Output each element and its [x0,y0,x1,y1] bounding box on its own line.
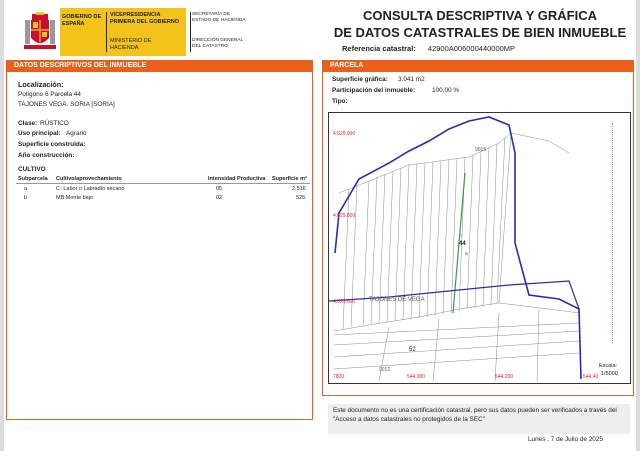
road-label: 9012 [379,367,391,373]
secretary-name: SECRETARÍA DE ESTADO DE HACIENDA [192,12,246,23]
vicepresidency-name: VICEPRESIDENCIA PRIMERA DEL GOBIERNO [110,12,180,25]
crop-sub: a [24,186,28,192]
coord-x2: 544.000 [407,374,426,380]
road-label: 9015 [475,147,487,153]
graphic-area-label: Superficie gráfica: [332,76,388,83]
descriptive-data-panel [6,60,313,420]
use-value: Agrario [66,130,87,137]
ministry-name: MINISTERIO DE HACIENDA [110,38,152,51]
coord-y3: 4.629.600 [333,299,356,305]
coat-of-arms-logo [22,12,58,52]
document-date: Lunes , 7 de Julio de 2025 [528,436,603,443]
table-divider [16,183,310,184]
parcel-header: PARCELA [322,60,634,72]
class-value: RÚSTICO [40,120,69,127]
participation-label: Participación del inmueble: [332,87,416,94]
cadastral-reference [342,44,515,53]
crop-col-area: Superficie m² [272,176,307,182]
crop-area: 525 [296,195,306,201]
use-label: Uso principal: [18,130,61,137]
side-legend-strip [612,123,613,343]
crop-name: MB Monte bajo [56,195,93,201]
ref-label: Referencia catastral: [342,44,416,53]
ref-value: 42900A006000440000MP [427,44,516,53]
page-title-line1: CONSULTA DESCRIPTIVA Y GRÁFICA [362,8,597,23]
parcel-number-label: 44 [459,241,466,247]
crop-col-sub: Subparcela [18,176,48,182]
department-box [186,8,250,56]
coord-x1: 7800 [333,374,345,380]
coord-x4: 544.40 [583,374,599,380]
coord-y1: 4.629.900 [333,131,356,137]
crop-col-intensity: Intensidad Productiva [208,176,266,182]
coord-y2: 4.629.800 [333,213,356,219]
descriptive-data-header: DATOS DESCRIPTIVOS DEL INMUEBLE [6,60,313,72]
disclaimer-notice: Este documento no es una certificación catastral, pero sus datos pueden ser verificados a través del "Acceso a datos catastrales no protegidos de la SEC" [328,404,630,434]
page-title-line2: DE DATOS CATASTRALES DE BIEN INMUEBLE [333,25,627,40]
built-area-label: Superficie construida: [18,141,86,148]
construction-year-label: Año construcción: [18,152,75,159]
crop-sub: b [24,195,28,201]
location-line1: Polígono 6 Parcela 44 [18,91,81,98]
place-name-label: TAJONES DE VEGA [369,297,425,303]
parcel-map [328,112,631,384]
class-label: Clase: [18,120,38,127]
crop-name: C- Labor o Labradío secano [56,186,125,192]
participation-value: 100,00 % [432,87,460,94]
crop-intensity: 02 [216,195,223,201]
divider [106,12,107,52]
neighbor-parcel-label: 52 [409,347,416,353]
divider [190,12,191,52]
scale-label: Escala: [599,363,618,369]
gov-name: GOBIERNO DE ESPAÑA [62,14,102,27]
parcel-map-drawing [329,113,630,383]
graphic-area-value: 3.041 m2 [398,76,425,83]
subparcel-label: a [465,251,468,257]
coord-x3: 544.200 [495,374,514,380]
crop-area: 2.516 [292,186,306,192]
location-label: Localización: [18,80,64,89]
crop-col-crop: Cultivo/aprovechamiento [56,176,122,182]
type-label: Tipo: [332,98,348,105]
directorate-name: DIRECCIÓN GENERAL DEL CATASTRO [192,38,243,49]
location-line2: TAJONES VEGA. SORIA [SORIA] [18,101,115,108]
subparcel-label: b [459,233,462,239]
crop-intensity: 05 [216,186,223,192]
scale-value: 1/5000 [601,371,618,377]
crop-section-title: CULTIVO [18,166,46,173]
